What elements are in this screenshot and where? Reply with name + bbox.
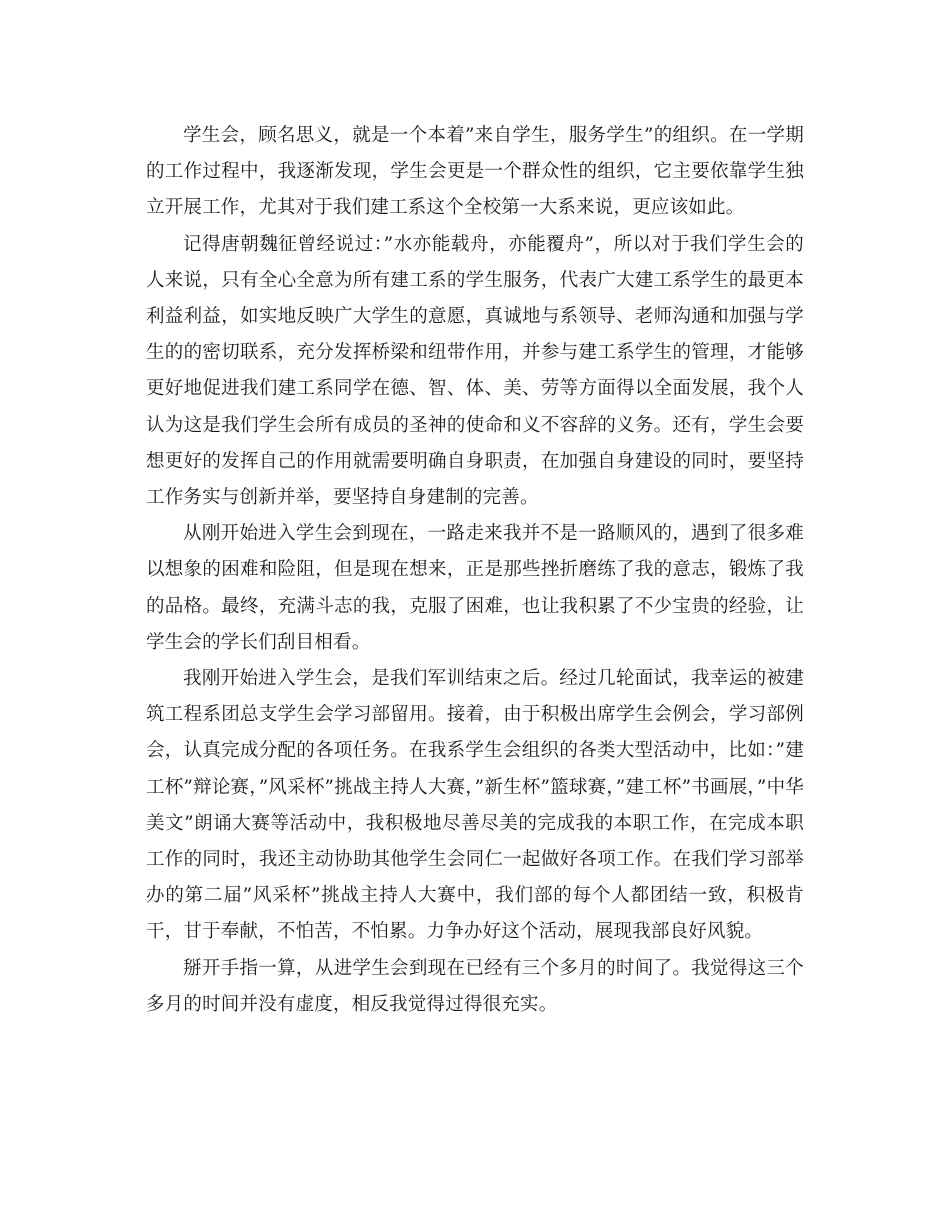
paragraph-intro: 学生会，顾名思义，就是一个本着”来自学生，服务学生”的组织。在一学期的工作过程中，我逐渐发现，学生会更是一个群众性的组织，它主要依靠学生独立开展工作，尤其对于我们建工系这个全校第一大系来说，更应该如此。 (146, 125, 804, 219)
document-body (146, 118, 804, 1023)
paragraph-conclusion: 掰开手指一算，从进学生会到现在已经有三个多月的时间了。我觉得这三个多月的时间并没有虚度，相反我觉得过得很充实。 (146, 957, 804, 1015)
paragraph-growth: 从刚开始进入学生会到现在，一路走来我并不是一路顺风的，遇到了很多难以想象的困难和险阻，但是现在想来，正是那些挫折磨练了我的意志，锻炼了我的品格。最终，充满斗志的我，克服了困难，也让我积累了不少宝贵的经验，让学生会的学长们刮目相看。 (146, 523, 804, 653)
paragraph-experience: 我刚开始进入学生会，是我们军训结束之后。经过几轮面试，我幸运的被建筑工程系团总支学生会学习部留用。接着，由于积极出席学生会例会，学习部例会，认真完成分配的各项任务。在我系学生会组织的各类大型活动中，比如：”建工杯”辩论赛，”风采杯”挑战主持人大赛，”新生杯”篮球赛，”建工杯”书画展，”中华美文”朗诵大赛等活动中，我积极地尽善尽美的完成我的本职工作，在完成本职工作的同时，我还主动协助其他学生会同仁一起做好各项工作。在我们学习部举办的第二届”风采杯”挑战主持人大赛中，我们部的每个人都团结一致，积极肯干，甘于奉献，不怕苦，不怕累。力争办好这个活动，展现我部良好风貌。 (146, 668, 804, 943)
paragraph-duty: 记得唐朝魏征曾经说过：”水亦能载舟，亦能覆舟”，所以对于我们学生会的人来说，只有全心全意为所有建工系的学生服务，代表广大建工系学生的最更本利益利益，如实地反映广大学生的意愿，真诚地与系领导、老师沟通和加强与学生的的密切联系，充分发挥桥梁和纽带作用，并参与建工系学生的管理，才能够更好地促进我们建工系同学在德、智、体、美、劳等方面得以全面发展，我个人认为这是我们学生会所有成员的圣神的使命和义不容辞的义务。还有，学生会要想更好的发挥自己的作用就需要明确自身职责，在加强自身建设的同时，要坚持工作务实与创新并举，要坚持自身建制的完善。 (146, 233, 804, 509)
